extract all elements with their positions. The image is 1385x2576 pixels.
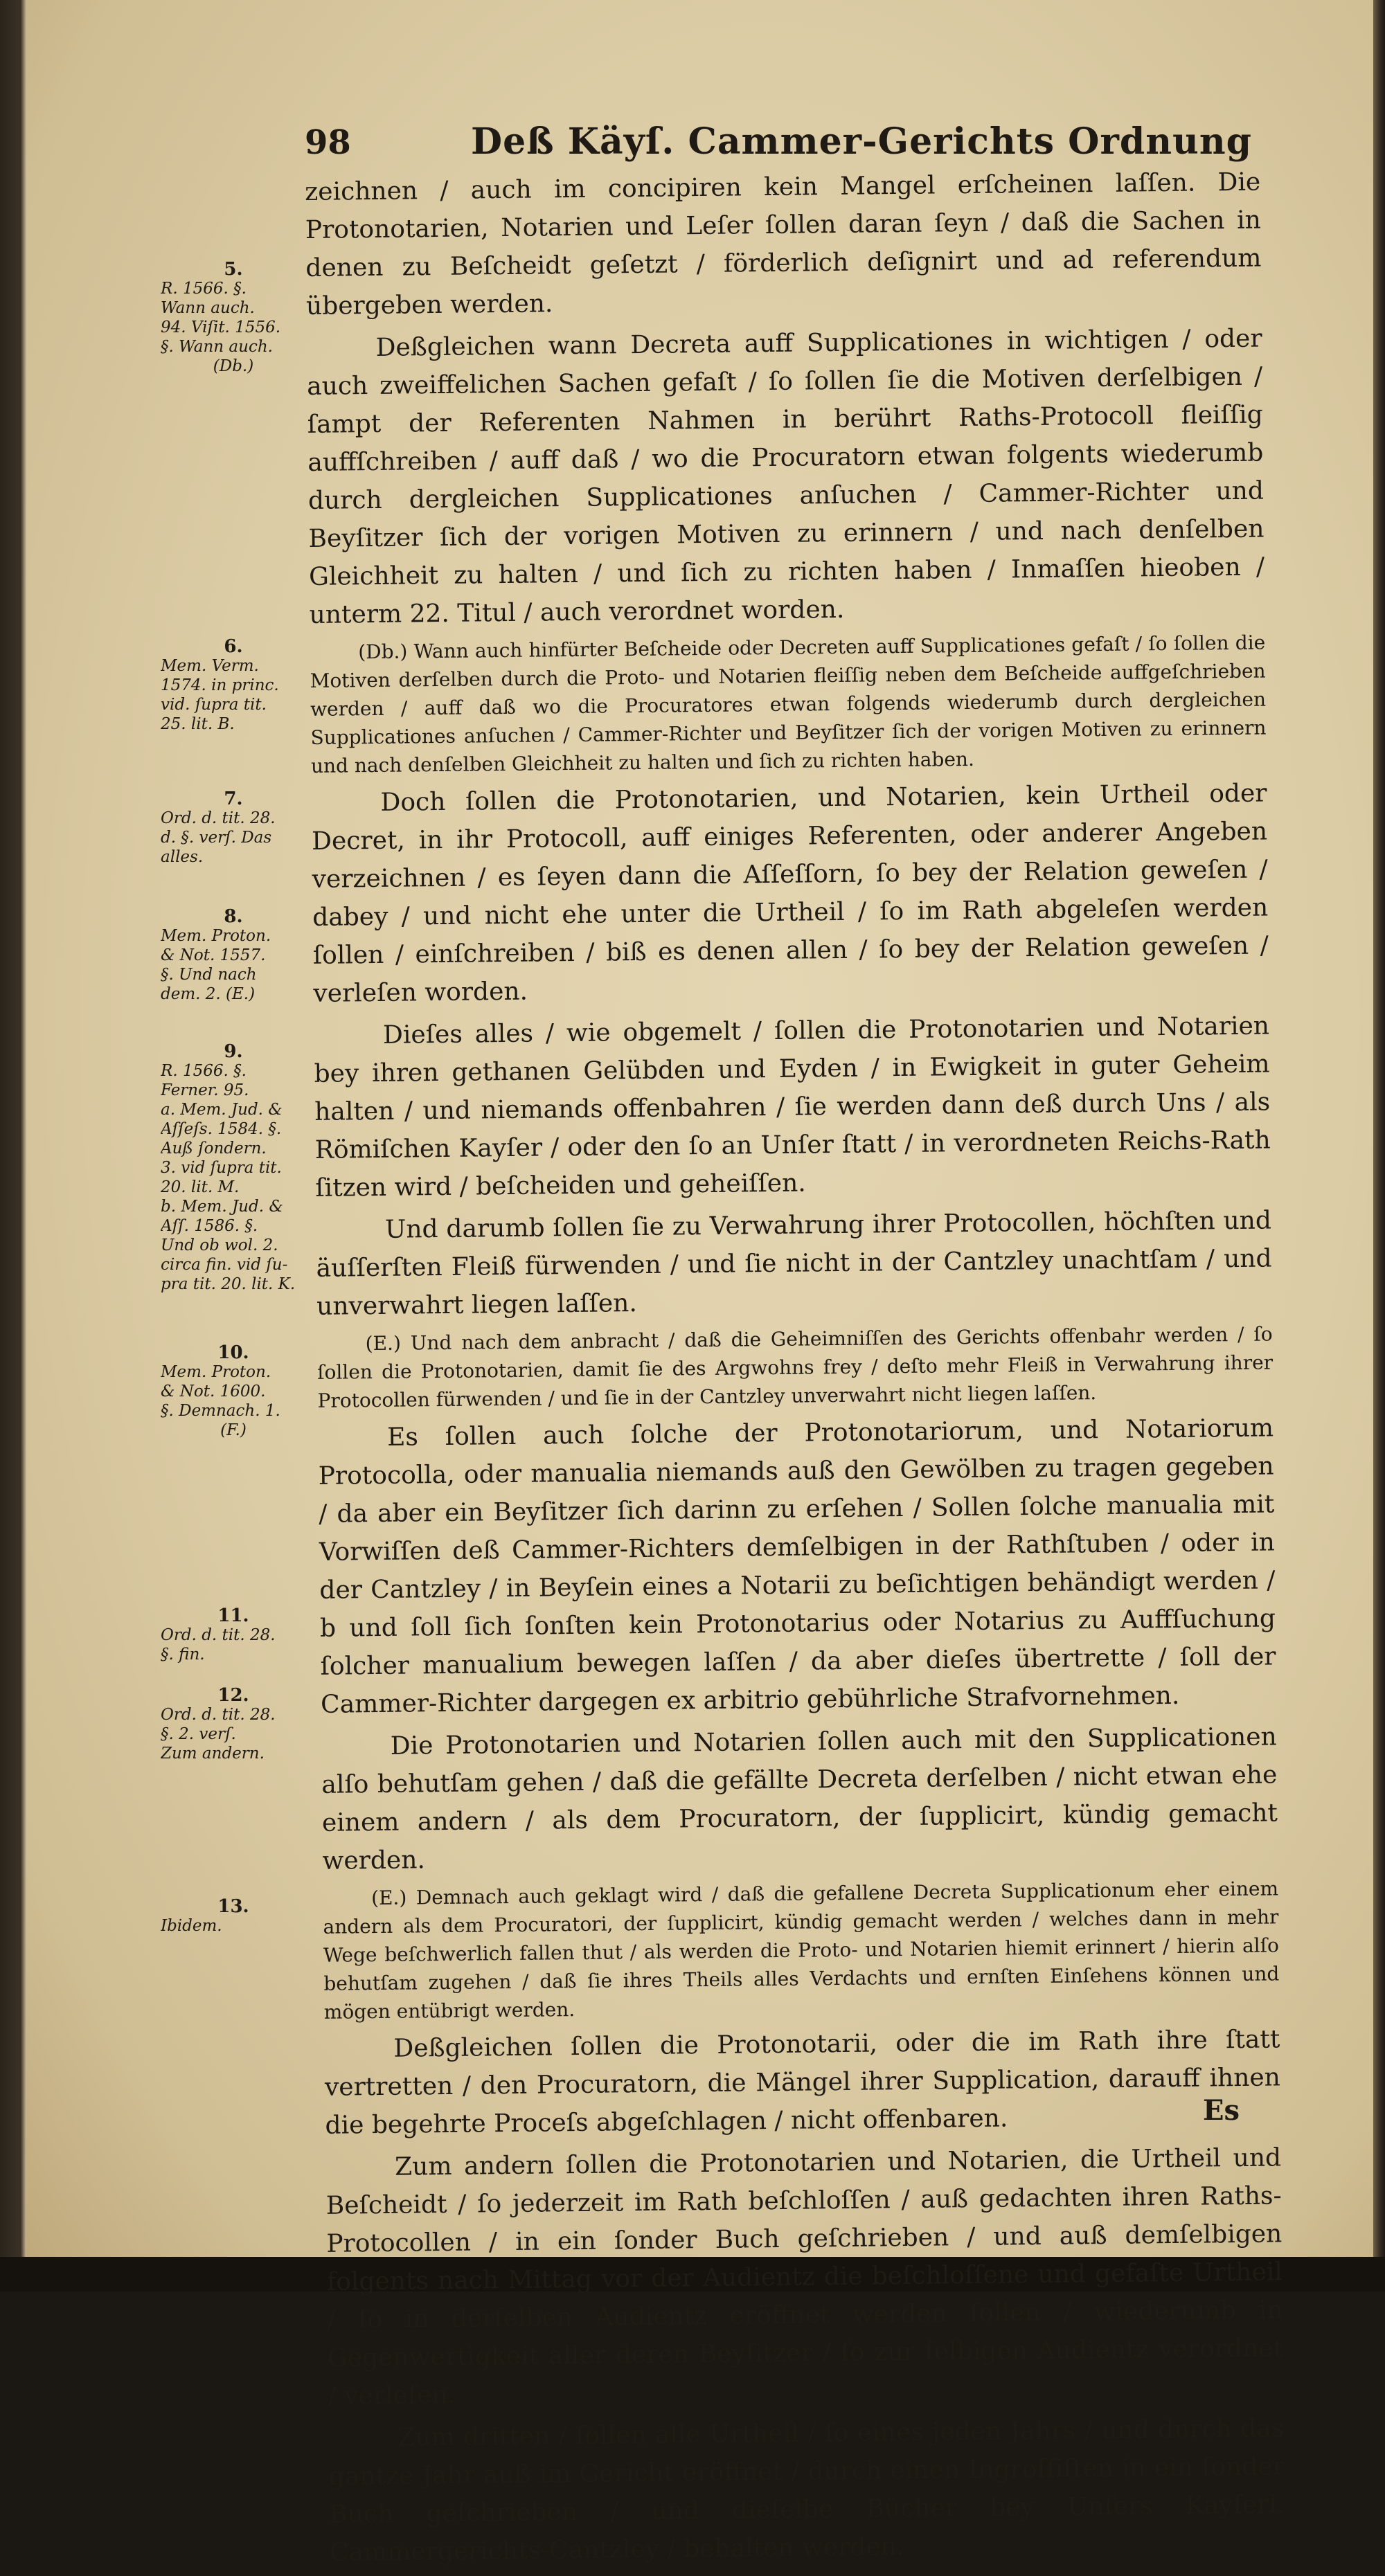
margin-note bbox=[161, 637, 306, 734]
paragraph: Deßgleichen ſollen die Protonotarii, oder die im Rath ihre ſtatt vertretten / den Procuratorn, die Mängel ihrer Supplication, darauff ihnen die begehrte Proceſs abgeſchlagen / nicht offenbaren. bbox=[324, 2025, 1281, 2140]
margin-note-ref: d. §. verſ. Das bbox=[161, 829, 272, 847]
margin-note bbox=[161, 1686, 306, 1763]
margin-note bbox=[161, 1042, 306, 1294]
margin-note-ref: Wann auch. bbox=[161, 299, 255, 317]
margin-note-ref: 1574. in princ. bbox=[161, 676, 279, 694]
paragraph-note: (E.) Demnach auch geklagt wird / daß die gefallene Decreta Supplicationum eher einem andern als dem Procuratori, der ſupplicirt, kündig gemacht werden / welches dann in mehr Wege beſchwerlich fallen thut / als werden die Proto- und Notarien hiemit erinnert / hierin alſo behutſam zugehen / daß ſie ihres Theils alles Verdachts und ernſten Einſehens können und mögen entübrigt werden. bbox=[323, 1877, 1280, 2024]
margin-notes bbox=[161, 180, 306, 2174]
margin-note-ref: §. Demnach. 1. bbox=[161, 1402, 280, 1420]
margin-note-ref: 94. Viſit. 1556. bbox=[161, 318, 281, 336]
paragraph: Doch ſollen die Protonotarien, und Notarien, kein Urtheil oder Decret, in ihr Protocoll, auff einiges Referenten, oder anderer Angeben verzeichnen / es ſeyen dann die Aſſeſſorn, ſo bey der Relation geweſen / dabey / und nicht ehe unter die Urtheil / ſo im Rath abgeleſen werden ſollen / einſchreiben / biß es denen allen / ſo bey der Relation geweſen / verleſen worden. bbox=[311, 779, 1269, 1008]
margin-note-ref: §. 2. verſ. bbox=[161, 1725, 236, 1743]
margin-note-ref: Auß ſondern. bbox=[161, 1140, 267, 1158]
margin-note-number: 5. bbox=[224, 259, 243, 280]
margin-note bbox=[161, 260, 306, 376]
margin-note-ref: 20. lit. M. bbox=[161, 1178, 240, 1196]
margin-note-number: 9. bbox=[224, 1041, 243, 1062]
margin-note-ref: Ord. d. tit. 28. bbox=[161, 809, 276, 827]
paragraph-note: (Db.) Wann auch hinfürter Beſcheide oder Decreten auff Supplicationes gefaſt / ſo ſollen die Motiven derſelben durch die Proto- und Notarien fleiſſig neben dem Beſcheide auffgeſchrieben werden / auff daß wo die Procuratores etwan folgends wiederumb durch dergleichen Supplicationes anſuchen / Cammer-Richter und Beyſitzer ſich der vorigen Motiven zu erinnern und nach denſelben Gleichheit zu halten und ſich zu richten haben. bbox=[310, 631, 1267, 777]
margin-note-ref: circa fin. vid ſu- bbox=[161, 1256, 288, 1274]
margin-note-number: 7. bbox=[224, 789, 243, 809]
margin-note-ref: & Not. 1557. bbox=[161, 946, 266, 964]
margin-note-ref: Ferner. 95. bbox=[161, 1081, 249, 1099]
margin-note-number: 10. bbox=[217, 1342, 249, 1363]
margin-note-ref: Ibidem. bbox=[161, 1917, 222, 1935]
margin-note-ref: Aſſeſs. 1584. §. bbox=[161, 1120, 282, 1138]
margin-note-ref: dem. 2. (E.) bbox=[161, 985, 256, 1003]
margin-note-ref: R. 1566. §. bbox=[161, 280, 247, 298]
margin-note-ref: Aſſ. 1586. §. bbox=[161, 1217, 258, 1235]
paragraph: zeichnen / auch im concipiren kein Mangel erſcheinen laſſen. Die Protonotarien, Notarien und Leſer ſollen daran ſeyn / daß die Sachen in denen zu Beſcheidt geſetzt / förderlich deſignirt und ad referendum übergeben werden. bbox=[305, 168, 1262, 321]
margin-note-ref: vid. ſupra tit. bbox=[161, 696, 267, 714]
margin-note-ref: Ord. d. tit. 28. bbox=[161, 1706, 276, 1724]
paragraph: Deßgleichen wann Decreta auff Supplicationes in wichtigen / oder auch zweiffelichen Sachen gefaſt / ſo ſollen ſie die Motiven derſelbigen / ſampt der Referenten Nahmen in berührt Raths-Protocoll fleiſſig auffſchreiben / auff daß / wo die Procuratorn etwan folgents wiederumb durch dergleichen Supplicationes anſuchen / Cammer-Richter und Beyſitzer ſich der vorigen Motiven zu erinnern / und nach denſelben Gleichheit zu halten / und ſich zu richten haben / Inmaſſen hieoben / unterm 22. Titul / auch verordnet worden. bbox=[307, 324, 1265, 629]
margin-note bbox=[161, 1606, 306, 1664]
margin-note-number: 13. bbox=[217, 1896, 249, 1917]
margin-note-ref: Mem. Proton. bbox=[161, 1363, 271, 1381]
margin-note-ref: b. Mem. Jud. & bbox=[161, 1198, 283, 1216]
paragraph: Es ſollen auch ſolche der Protonotariorum, und Notariorum Protocolla, oder manualia niemands auß den Gewölben zu tragen gegeben / da aber ein Beyſitzer ſich darinn zu erſehen / Sollen ſolche manualia mit Vorwiſſen deß Cammer-Richters demſelbigen in der Rathſtuben / oder in der Cantzley / in Beyſein eines a Notarii zu beſichtigen behändigt werden / b und ſoll ſich ſonſten kein Protonotarius oder Notarius zu Auffſuchung ſolcher manualium bewegen laſſen / da aber dieſes übertrette / ſoll der Cammer-Richter dargegen ex arbitrio gebührliche Strafvornehmen. bbox=[318, 1414, 1276, 1719]
margin-note bbox=[161, 1897, 306, 1936]
margin-note-ref: & Not. 1600. bbox=[161, 1382, 266, 1400]
margin-note-ref: Zum andern. bbox=[161, 1745, 265, 1763]
margin-note-ref: (Db.) bbox=[213, 357, 254, 375]
margin-note-ref: Und ob wol. 2. bbox=[161, 1236, 278, 1254]
margin-note-ref: alles. bbox=[161, 848, 204, 866]
margin-note-ref: §. Wann auch. bbox=[161, 338, 273, 356]
margin-note-ref: §. fin. bbox=[161, 1646, 205, 1664]
body-text bbox=[305, 163, 1285, 2576]
margin-note-number: 12. bbox=[217, 1685, 249, 1706]
catchword: Es bbox=[1202, 2094, 1240, 2127]
margin-note-ref: R. 1566. §. bbox=[161, 1062, 247, 1080]
margin-note-ref: 3. vid ſupra tit. bbox=[161, 1159, 282, 1177]
margin-note-ref: pra tit. 20. lit. K. bbox=[161, 1275, 296, 1293]
margin-note-number: 8. bbox=[224, 906, 243, 927]
margin-note bbox=[161, 907, 306, 1004]
margin-note bbox=[161, 1343, 306, 1440]
margin-note-ref: Mem. Verm. bbox=[161, 657, 259, 675]
margin-note-ref: a. Mem. Jud. & bbox=[161, 1101, 283, 1119]
paragraph: Zum andern ſollen die Protonotarien und Notarien, die Urtheil und Beſcheidt / ſo jederzeit im Rath beſchloſſen / auß gedachten ihren Raths-Protocollen / in ein ſonder Buch geſchrieben / und auß demſelbigen folgents nach Mittag vor der Audientz die beſchloſſene und gefaſte Urtheil / ſo in derſelben Audientz eröffnet werden ſollen / wiederumb in Gegenwertigkeit aller deren Beyſitzer / ſo zur ſelbigen Audientz verordnet / verleſen. bbox=[325, 2143, 1284, 2411]
paragraph: Die Protonotarien und Notarien ſollen auch mit den Supplicationen alſo behutſam gehen / daß die gefällte Decreta derſelben / nicht etwan ehe einem andern / als dem Procuratorn, der ſupplicirt, kündig gemacht werden. bbox=[321, 1722, 1278, 1875]
margin-note-ref: Ord. d. tit. 28. bbox=[161, 1626, 276, 1644]
paragraph: Zum dritten / ſollen alle Urtheil / ſo eines jeden Jahrs / und durch das gantze Jahr auß im Gericht eröffnet / durch einen Ingroſſiſten in ein ſonder Buch geſchrieben / und dieſelbe Bücher bey Unſers Kayſerl. Cammergerichts-Cantzley / behalten werden. bbox=[328, 2414, 1285, 2567]
margin-note-ref: (F.) bbox=[220, 1421, 247, 1439]
paragraph: Und darumb ſollen ſie zu Verwahrung ihrer Protocollen, höchſten und äuſſerſten Fleiß fürwenden / und ſie nicht in der Cantzley unachtſam / und unverwahrt liegen laſſen. bbox=[316, 1206, 1272, 1321]
margin-note-number: 11. bbox=[217, 1605, 249, 1626]
margin-note-ref: §. Und nach bbox=[161, 966, 257, 984]
margin-note bbox=[161, 789, 306, 867]
running-title: Deß Käyſ. Cammer-Gerichts Ordnung bbox=[471, 120, 1252, 163]
paragraph-note: (E.) Und nach dem anbracht / daß die Geheimniſſen des Gerichts offenbahr werden / ſo ſollen die Protonotarien, damit ſie des Argwohns frey / deſto mehr Fleiß in Verwahrung ihrer Protocollen fürwenden / und ſie in der Cantzley unverwahrt nicht liegen laſſen. bbox=[316, 1322, 1274, 1412]
margin-note-ref: 25. lit. B. bbox=[161, 715, 235, 733]
margin-note-ref: Mem. Proton. bbox=[161, 927, 271, 945]
paragraph: Dieſes alles / wie obgemelt / ſollen die Protonotarien und Notarien bey ihren gethanen Gelübden und Eyden / in Ewigkeit in guter Geheim halten / und niemands offenbahren / ſie werden dann deß durch Uns / als Römiſchen Kayſer / oder den ſo an Unſer ſtatt / in verordneten Reichs-Rath ſitzen wird / beſcheiden und geheiſſen. bbox=[314, 1011, 1271, 1203]
page-number: 98 bbox=[305, 123, 351, 162]
margin-note-number: 6. bbox=[224, 636, 243, 657]
